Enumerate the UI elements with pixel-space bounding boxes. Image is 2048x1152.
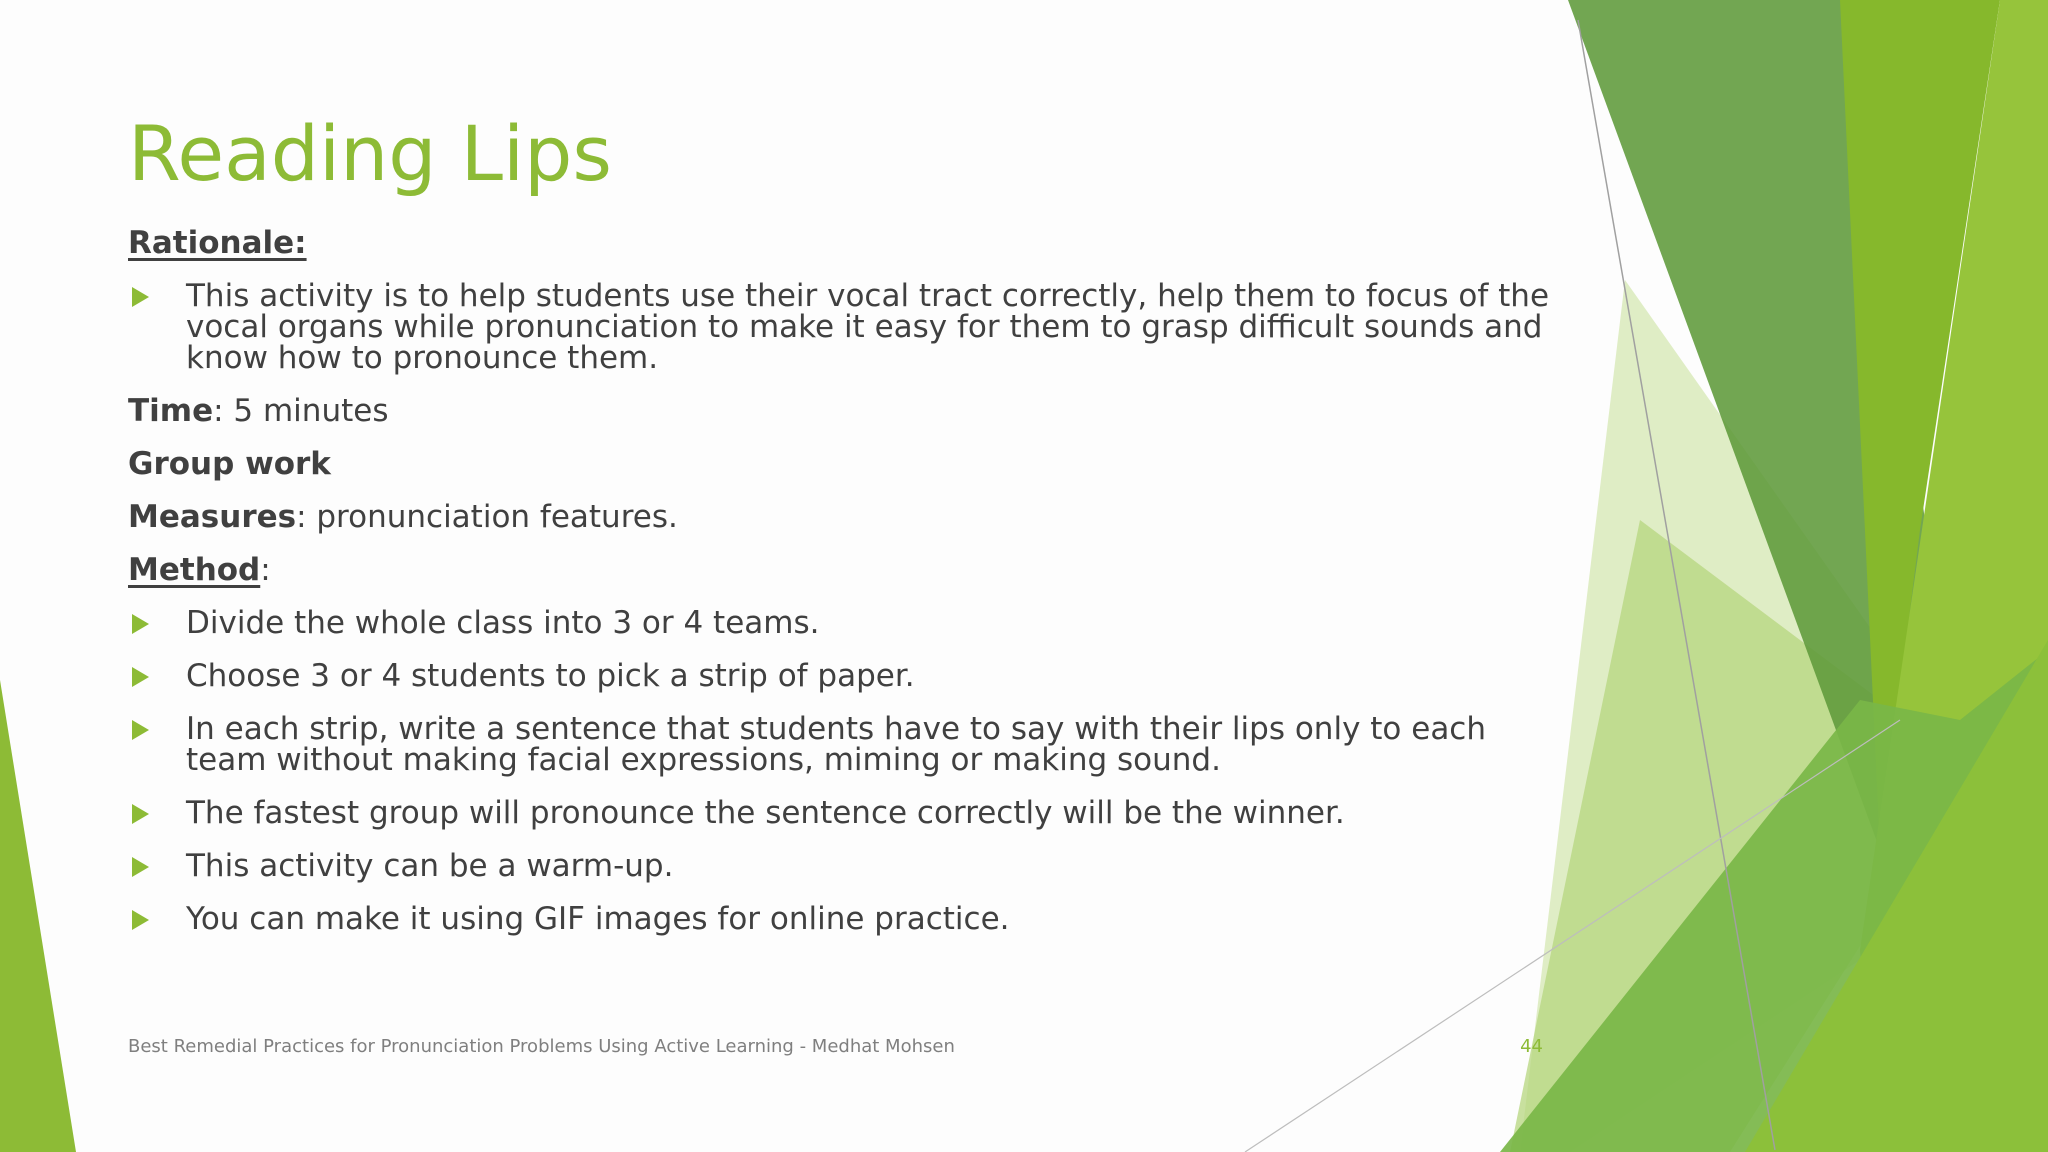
triangle-right-icon: [132, 804, 149, 824]
method-step-text: In each strip, write a sentence that students have to say with their lips only to each team without making facial expressions, miming or making sound.: [186, 711, 1487, 778]
method-step-text: The fastest group will pronounce the sentence correctly will be the winner.: [186, 795, 1345, 831]
triangle-right-icon: [132, 667, 149, 687]
method-step: [128, 711, 1558, 778]
method-step-text: Choose 3 or 4 students to pick a strip of paper.: [186, 658, 915, 694]
method-step-text: Divide the whole class into 3 or 4 teams.: [186, 605, 820, 641]
time-line: [128, 393, 1558, 429]
rationale-heading: [128, 225, 1558, 261]
triangle-right-icon: [132, 614, 149, 634]
method-step: [128, 901, 1558, 937]
measures-line: [128, 499, 1558, 535]
rationale-bullet: [128, 278, 1558, 376]
time-label: Time: [128, 393, 214, 429]
left-green-sliver: [0, 680, 76, 1152]
method-step: [128, 795, 1558, 831]
method-heading: [128, 552, 1558, 588]
rationale-label: Rationale:: [128, 225, 307, 261]
measures-label: Measures: [128, 499, 297, 535]
method-step-text: You can make it using GIF images for online practice.: [186, 901, 1010, 937]
triangle-right-icon: [132, 857, 149, 877]
time-value: : 5 minutes: [213, 393, 389, 429]
page-number: 44: [1520, 1036, 1543, 1057]
triangle-right-icon: [132, 720, 149, 740]
rationale-text: This activity is to help students use their vocal tract correctly, help them to focus of the vocal organs while pronunciation to make it easy for them to grasp difficult sounds and know how to pronounce them.: [186, 278, 1550, 376]
method-colon: :: [260, 552, 271, 588]
measures-value: : pronunciation features.: [296, 499, 678, 535]
group-line: [128, 446, 1558, 482]
slide-footer: Best Remedial Practices for Pronunciation Problems Using Active Learning - Medhat Mohsen: [128, 1036, 955, 1057]
triangle-right-icon: [132, 287, 149, 307]
slide-body: [128, 225, 1558, 957]
method-step: [128, 658, 1558, 694]
triangle-right-icon: [132, 910, 149, 930]
group-label: Group work: [128, 446, 331, 482]
method-step-text: This activity can be a warm-up.: [186, 848, 674, 884]
method-label: Method: [128, 552, 261, 588]
method-step: [128, 605, 1558, 641]
method-step: [128, 848, 1558, 884]
slide-title: Reading Lips: [128, 109, 612, 198]
